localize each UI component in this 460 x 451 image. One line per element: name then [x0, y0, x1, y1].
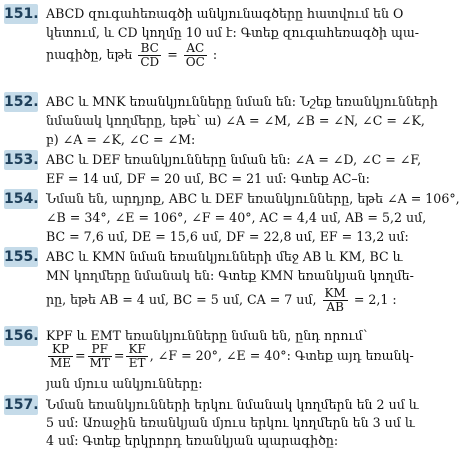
- fraction: [88, 343, 112, 370]
- problem-number: 156.: [4, 328, 39, 344]
- problem-text-line: 4 սմ: Գտեք երկրորդ եռանկյան պարագիծը:: [46, 433, 339, 448]
- numerator: BC: [138, 42, 161, 56]
- text-segment: րը, եթե AB = 4 սմ, BC = 5 սմ, CA = 7 սմ,: [46, 292, 317, 307]
- formula-line: [46, 287, 397, 314]
- text-segment: :: [212, 47, 218, 62]
- problem-text-line: բ) ∠A = ∠K, ∠C = ∠M:: [46, 132, 196, 147]
- problem-text-line: KPF և EMT եռանկյունները նման են, ընդ որում՝: [46, 328, 368, 343]
- fraction: [48, 343, 73, 370]
- problem-text-line: BC = 7,6 սմ, DE = 15,6 սմ, DF = 22,8 սմ, EF = 13,2 սմ:: [46, 229, 409, 244]
- fraction: [138, 42, 161, 69]
- problem-text-line: Նման են, արդյոք, ABC և DEF եռանկյունները, եթե ∠A = 106°,: [46, 191, 460, 206]
- numerator: KM: [324, 286, 346, 300]
- formula-line: [46, 42, 217, 69]
- problem-text-line: 5 սմ: Առաջին եռանկյան մյուս երկու կողմերն են 3 սմ և: [46, 415, 415, 430]
- problem-number: 152.: [4, 94, 39, 110]
- equals-sign: =: [167, 47, 178, 62]
- fraction: [323, 287, 348, 314]
- numerator: KP: [48, 343, 73, 357]
- problem-text-line: Նման եռանկյունների երկու նմանակ կողմերն են 2 սմ և: [46, 397, 419, 412]
- problem-text-line: կետում, և CD կողմը 10 սմ է: Գտեք զուգահեռագծի պա-: [46, 25, 420, 40]
- numerator: KF: [128, 342, 146, 356]
- numerator: AC: [184, 42, 207, 56]
- problem-number: 151.: [4, 6, 39, 22]
- numerator: PF: [88, 343, 112, 357]
- problem-text-line: ABCD զուգահեռագծի անկյունագծերը հատվում են O: [46, 6, 404, 21]
- problem-number: 153.: [4, 152, 39, 168]
- problem-number: 154.: [4, 191, 39, 207]
- formula-line: $\frac{KP}{ME}$ = $\frac{PF}{MT}$ = $\frac{KF}{ET}$ , ∠F = 20°, ∠E = 40°: Գտեք այդ եռանկ-: [50, 342, 414, 370]
- text-segment: րագիծը, եթե: [46, 47, 133, 62]
- denominator: CD: [140, 55, 160, 69]
- problem-text-line: յան մյուս անկյունները:: [46, 376, 203, 391]
- denominator: MT: [89, 356, 110, 370]
- fraction: [184, 42, 207, 69]
- fraction: [126, 343, 147, 370]
- denominator: OC: [185, 55, 205, 69]
- problem-text-line: նմանակ կողմերը, եթե՝ ա) ∠A = ∠M, ∠B = ∠N, ∠C = ∠K,: [46, 113, 425, 128]
- problem-text-line: ABC և MNK եռանկյունները նման են: Նշեք եռանկյունների: [46, 94, 438, 109]
- denominator: AB: [326, 300, 344, 314]
- text-segment: = 2,1 :: [353, 292, 397, 307]
- problem-text-line: ABC և KMN նման եռանկյունների մեջ AB և KM, BC և: [46, 249, 403, 264]
- problem-text-line: ∠B = 34°, ∠E = 106°, ∠F = 40°, AC = 4,4 սմ, AB = 5,2 սմ,: [46, 210, 427, 225]
- problem-text-line: EF = 14 սմ, DF = 20 սմ, BC = 21 սմ: Գտեք AC–ն:: [46, 171, 370, 186]
- text-segment: , ∠F = 20°, ∠E = 40°: Գտեք այդ եռանկ-: [149, 348, 414, 363]
- problem-number: 157.: [4, 397, 39, 413]
- problem-text-line: ABC և DEF եռանկյունները նման են: ∠A = ∠D, ∠C = ∠F,: [46, 152, 422, 167]
- denominator: ET: [128, 356, 146, 370]
- problem-number: 155.: [4, 249, 39, 265]
- problem-text-line: MN կողմերը նմանակ են: Գտեք KMN եռանկյան կողմե-: [46, 268, 414, 283]
- denominator: ME: [50, 356, 72, 370]
